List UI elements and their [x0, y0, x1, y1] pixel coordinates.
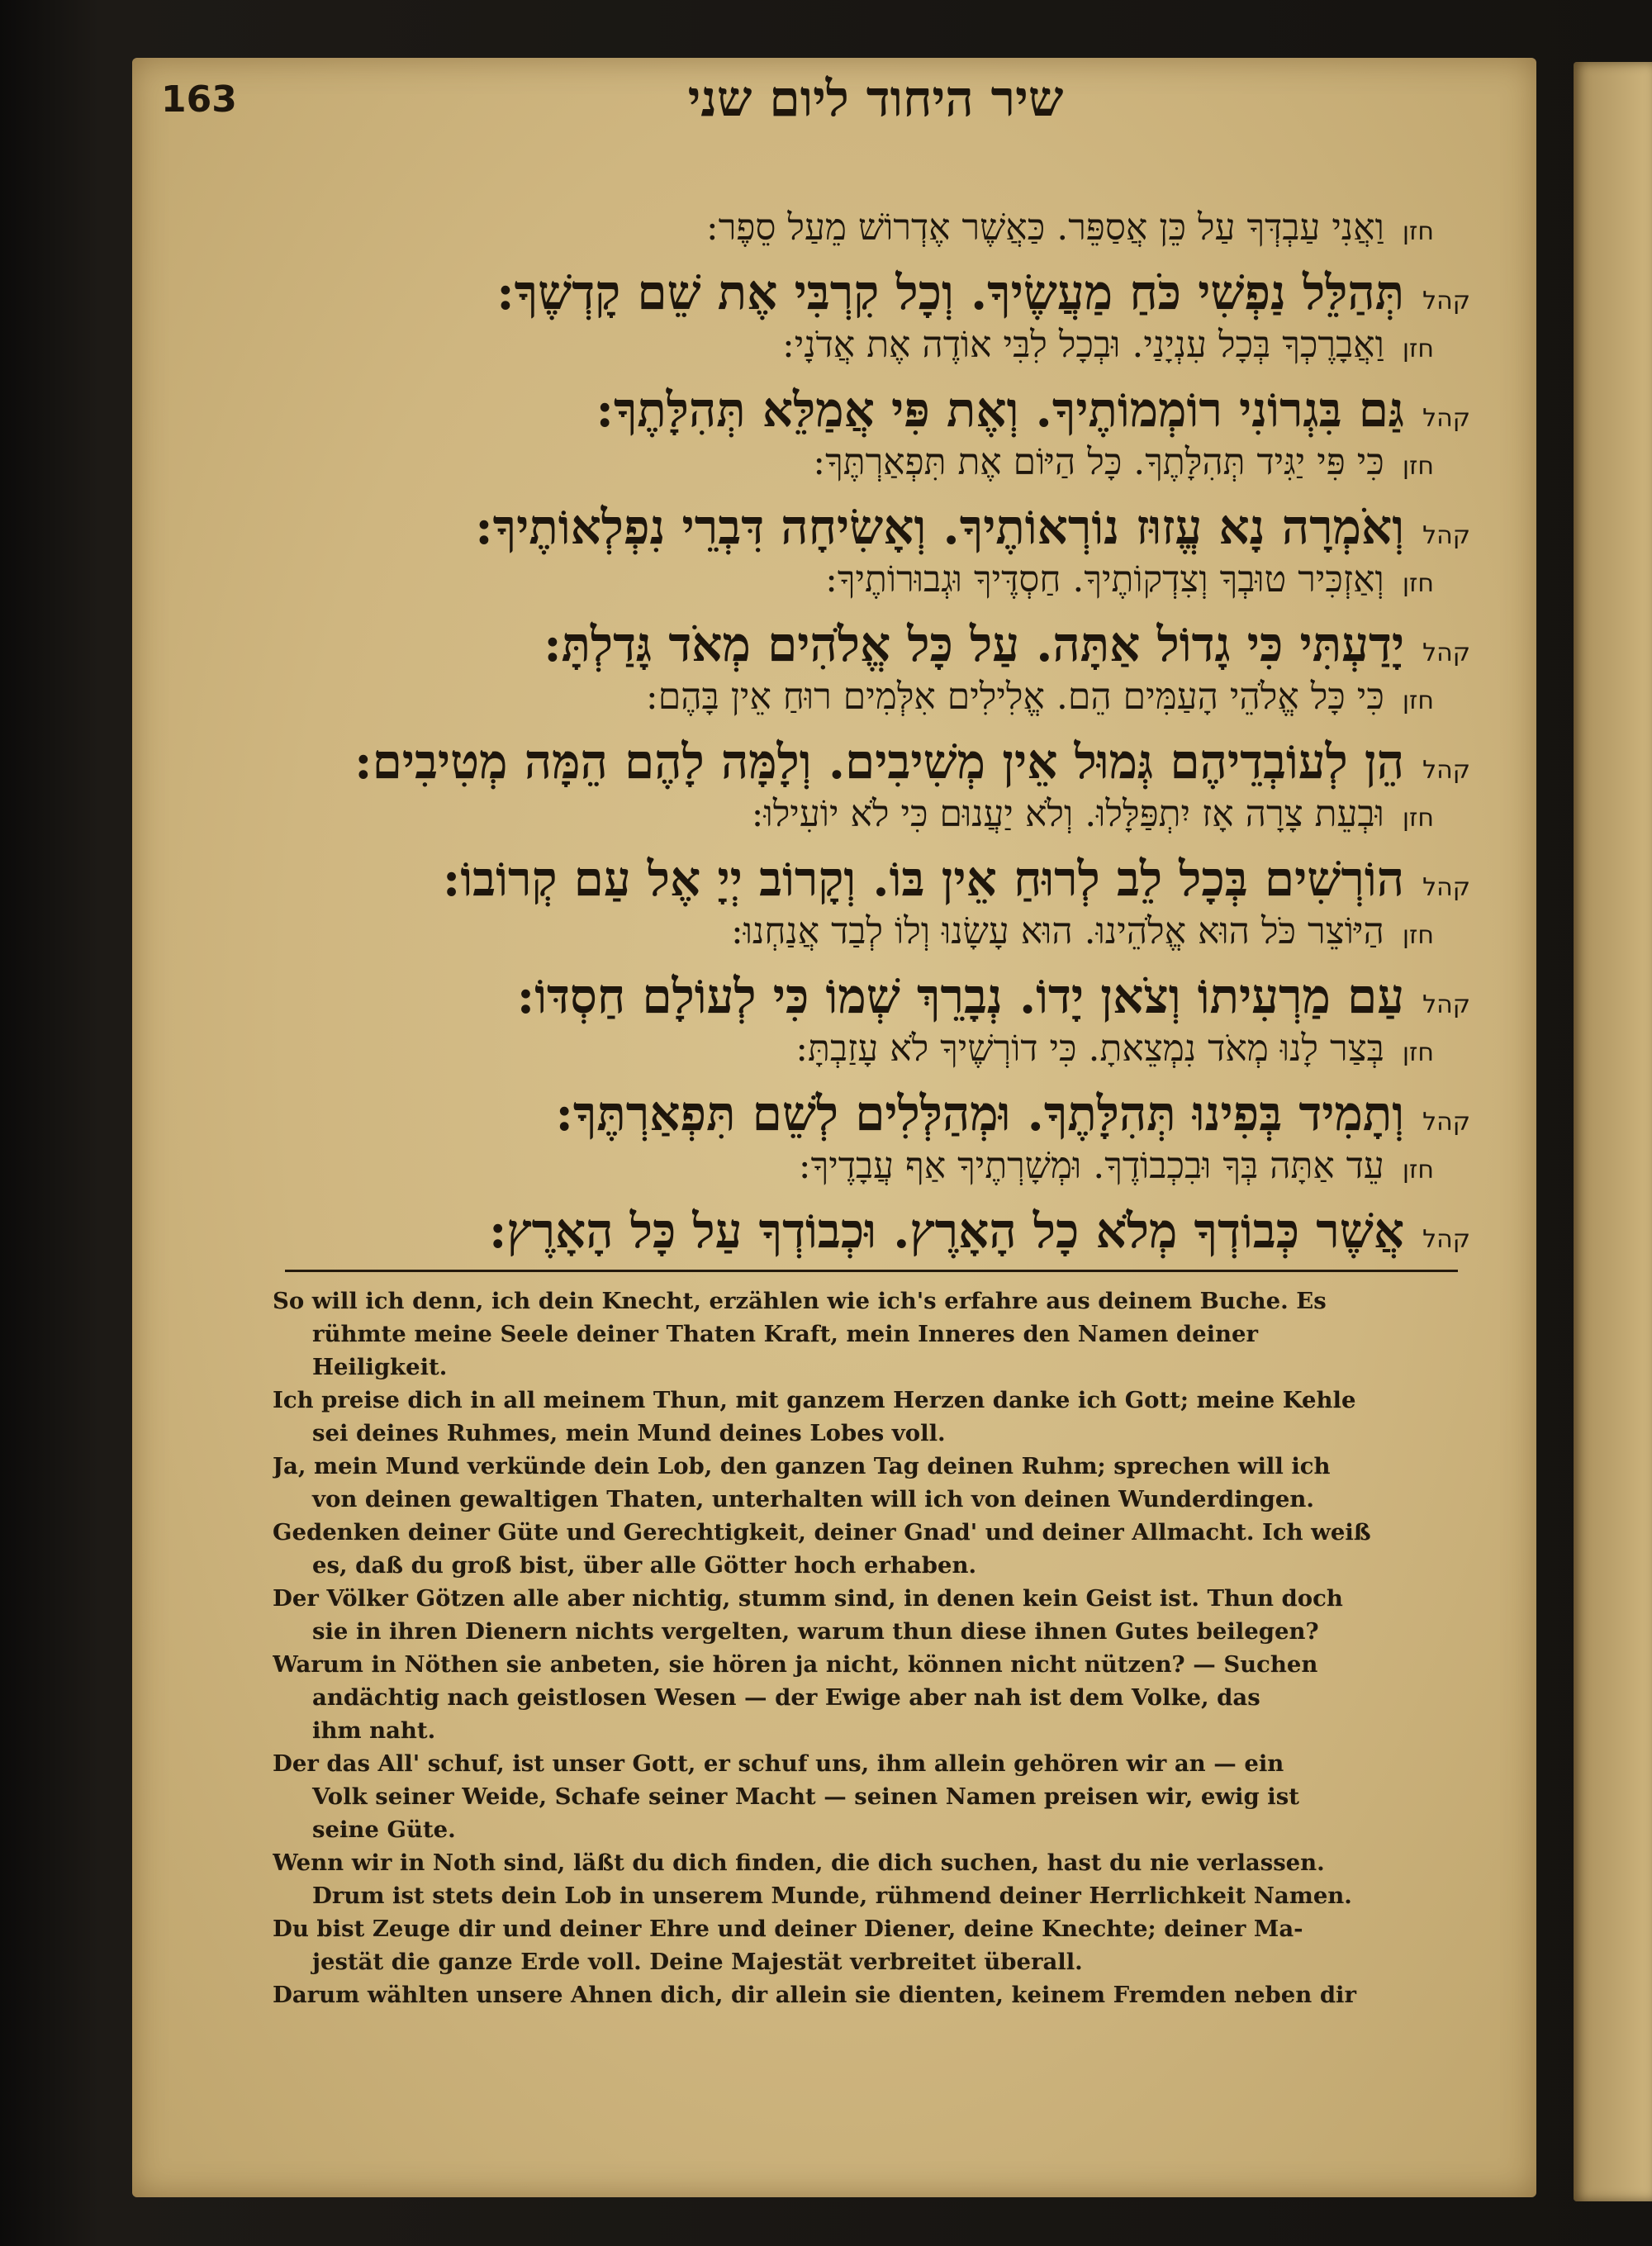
- german-paragraph: [273, 1648, 1462, 1747]
- german-paragraph: [273, 1582, 1462, 1648]
- german-line: Ich preise dich in all meinem Thun, mit ganzem Herzen danke ich Gott; meine Kehle: [273, 1387, 1356, 1413]
- german-line: jestät die ganze Erde voll. Deine Majestät verbreitet überall.: [312, 1949, 1083, 1975]
- hebrew-line-text: הַיּוֹצֵר כֹּל הוּא אֱלֹהֵינוּ. הוּא עָשָׂנוּ וְלוֹ לְבַד אֲנַחְנוּ:: [730, 910, 1384, 952]
- speaker-label: חזן: [1402, 921, 1434, 950]
- hebrew-line: [347, 499, 1470, 558]
- german-line: sie in ihren Dienern nichts vergelten, warum thun diese ihnen Gutes beilegen?: [312, 1618, 1319, 1645]
- hebrew-line: [347, 558, 1470, 616]
- german-paragraph: [273, 1516, 1462, 1582]
- hebrew-line-text: כִּי כָּל אֱלֹהֵי הָעַמִּים הֵם. אֱלִילִים אִלְּמִים רוּחַ אֵין בָּהֶם:: [645, 676, 1384, 718]
- hebrew-line-text: וַאֲנִי עַבְדְּךָ עַל כֵּן אֲסַפֵּר. כַּאֲשֶׁר אֶדְרוֹשׁ מֵעַל סֵפֶר:: [705, 207, 1384, 249]
- german-line: Der Völker Götzen alle aber nichtig, stumm sind, in denen kein Geist ist. Thun doch: [273, 1585, 1343, 1612]
- german-line: Ja, mein Mund verkünde dein Lob, den ganzen Tag deinen Ruhm; sprechen will ich: [273, 1453, 1331, 1479]
- page-number: 163: [161, 78, 237, 121]
- german-line: andächtig nach geistlosen Wesen — der Ewige aber nah ist dem Volke, das: [312, 1684, 1260, 1711]
- hebrew-line-text: יָדַעְתִּי כִּי גָדוֹל אַתָּה. עַל כָּל אֱלֹהִים מְאֹד גָּדַלְתָּ:: [544, 616, 1405, 672]
- speaker-label: קהל: [1422, 1225, 1470, 1254]
- german-line: Du bist Zeuge dir und deiner Ehre und deiner Diener, deine Knechte; deiner Ma-: [273, 1916, 1303, 1942]
- speaker-label: חזן: [1402, 686, 1434, 715]
- speaker-label: קהל: [1422, 521, 1470, 550]
- speaker-label: חזן: [1402, 804, 1434, 833]
- hebrew-line: [347, 1203, 1470, 1262]
- hebrew-liturgy: [347, 207, 1470, 1262]
- speaker-label: חזן: [1402, 1156, 1434, 1185]
- german-paragraph: [273, 1284, 1462, 1384]
- hebrew-line-text: תְּהַלֵּל נַפְשִׁי כֹּחַ מַעֲשֶׂיךָ. וְכָל קִרְבִּי אֶת שֵׁם קָדְשֶׁךָ:: [496, 264, 1405, 321]
- hebrew-line-text: הֵן לְעוֹבְדֵיהֶם גְּמוּל אֵין מְשִׁיבִים. וְלָמָּה לָהֶם הֵמָּה מְטִיבִים:: [354, 734, 1405, 790]
- hebrew-line: [347, 793, 1470, 851]
- speaker-label: חזן: [1402, 569, 1434, 598]
- hebrew-line: [347, 676, 1470, 734]
- german-paragraph: [273, 1747, 1462, 1846]
- hebrew-line-text: עֵד אַתָּה בְּךָ וּבִכְבוֹדֶךָ. וּמְשָׁרְתֶיךָ אַף עֲבָדֶיךָ:: [798, 1145, 1384, 1187]
- hebrew-line: [347, 264, 1470, 324]
- speaker-label: חזן: [1402, 217, 1434, 246]
- hebrew-line: [347, 851, 1470, 910]
- german-line: Warum in Nöthen sie anbeten, sie hören ja nicht, können nicht nützen? — Suchen: [273, 1651, 1318, 1678]
- speaker-label: קהל: [1422, 990, 1470, 1019]
- speaker-label: קהל: [1422, 873, 1470, 902]
- divider-rule: [285, 1270, 1458, 1272]
- hebrew-line-text: בְּצַר לָנוּ מְאֹד נִמְצֵאתָ. כִּי דוֹרְשֶׁיךָ לֹא עָזַבְתָּ:: [795, 1028, 1384, 1070]
- speaker-label: קהל: [1422, 1108, 1470, 1137]
- german-line: Drum ist stets dein Lob in unserem Munde, rühmend deiner Herrlichkeit Namen.: [312, 1883, 1352, 1909]
- speaker-label: קהל: [1422, 287, 1470, 316]
- speaker-label: קהל: [1422, 639, 1470, 667]
- hebrew-line: [347, 441, 1470, 499]
- hebrew-line-text: עַם מַרְעִיתוֹ וְצֹאן יָדוֹ. נְבָרֵךְ שְׁמוֹ כִּי לְעוֹלָם חַסְדּוֹ:: [516, 968, 1405, 1024]
- german-line: ihm naht.: [312, 1717, 436, 1744]
- german-line: es, daß du groß bist, über alle Götter hoch erhaben.: [312, 1552, 977, 1579]
- hebrew-line: [347, 968, 1470, 1028]
- german-paragraph: [273, 1846, 1462, 1912]
- german-line: Volk seiner Weide, Schafe seiner Macht — seinen Namen preisen wir, ewig ist: [312, 1783, 1299, 1810]
- german-line: rühmte meine Seele deiner Thaten Kraft, mein Inneres den Namen deiner: [312, 1321, 1259, 1347]
- adjacent-page-edge: [1574, 62, 1652, 2201]
- german-paragraph: [273, 1450, 1462, 1516]
- hebrew-line-text: וְאַזְכִּיר טוּבְךָ וְצִדְקוֹתֶיךָ. חַסְדֶּיךָ וּגְבוּרוֹתֶיךָ:: [825, 558, 1384, 601]
- german-line: von deinen gewaltigen Thaten, unterhalten will ich von deinen Wunderdingen.: [312, 1486, 1314, 1512]
- hebrew-line-text: וְאֹמְרָה נָא עֱזוּז נוֹרְאוֹתֶיךָ. וְאָשִׂיחָה דִּבְרֵי נִפְלְאוֹתֶיךָ:: [475, 499, 1405, 555]
- hebrew-line-text: וְתָמִיד בְּפִינוּ תְּהִלָּתֶךָ. וּמְהַלְּלִים לְשֵׁם תִּפְאַרְתֶּךָ:: [555, 1085, 1405, 1142]
- german-line: seine Güte.: [312, 1816, 456, 1843]
- hebrew-line: [347, 324, 1470, 382]
- hebrew-line: [347, 616, 1470, 676]
- page-title: שיר היחוד ליום שני: [687, 70, 1064, 128]
- german-line: Wenn wir in Noth sind, läßt du dich finden, die dich suchen, hast du nie verlassen.: [273, 1850, 1325, 1876]
- german-line: So will ich denn, ich dein Knecht, erzählen wie ich's erfahre aus deinem Buche. Es: [273, 1288, 1327, 1314]
- speaker-label: קהל: [1422, 756, 1470, 785]
- hebrew-line: [347, 207, 1470, 264]
- german-paragraph: [273, 1978, 1462, 2011]
- hebrew-line-text: וַאֲבָרֶכְךָ בְּכָל עִנְיָנַי. וּבְכָל לִבִּי אוֹדֶה אֶת אֲדֹנָי:: [781, 324, 1384, 366]
- hebrew-line: [347, 1028, 1470, 1085]
- german-line: Heiligkeit.: [312, 1354, 448, 1380]
- hebrew-line-text: אֲשֶׁר כְּבוֹדְךָ מְלֹא כָל הָאָרֶץ. וּכְבוֹדְךָ עַל כָּל הָאָרֶץ:: [488, 1203, 1405, 1259]
- speaker-label: חזן: [1402, 1038, 1434, 1067]
- hebrew-line-text: כִּי פִּי יַגִּיד תְּהִלָּתֶךָ. כָּל הַיּוֹם אֶת תִּפְאַרְתֶּךָ:: [813, 441, 1384, 483]
- speaker-label: חזן: [1402, 452, 1434, 481]
- german-line: Darum wählten unsere Ahnen dich, dir allein sie dienten, keinem Fremden neben dir: [273, 1982, 1356, 2008]
- german-paragraph: [273, 1912, 1462, 1978]
- german-line: sei deines Ruhmes, mein Mund deines Lobes voll.: [312, 1420, 946, 1446]
- german-translation: [273, 1284, 1462, 2011]
- hebrew-line: [347, 734, 1470, 793]
- german-line: Gedenken deiner Güte und Gerechtigkeit, deiner Gnad' und deiner Allmacht. Ich weiß: [273, 1519, 1371, 1546]
- speaker-label: חזן: [1402, 335, 1434, 363]
- hebrew-line: [347, 1085, 1470, 1145]
- hebrew-line-text: הוֹרְשִׁים בְּכָל לֵב לְרוּחַ אֵין בּוֹ. וְקָרוֹב יְיָ אֶל עַם קְרוֹבוֹ:: [442, 851, 1405, 907]
- hebrew-line: [347, 382, 1470, 441]
- german-line: Der das All' schuf, ist unser Gott, er schuf uns, ihm allein gehören wir an — ein: [273, 1750, 1284, 1777]
- hebrew-line: [347, 910, 1470, 968]
- speaker-label: קהל: [1422, 404, 1470, 433]
- german-paragraph: [273, 1384, 1462, 1450]
- hebrew-line-text: גַּם בִּגְרוֹנִי רוֹמְמוֹתֶיךָ. וְאֶת פִּי אֲמַלֵּא תְּהִלָּתֶךָ:: [596, 382, 1405, 438]
- hebrew-line-text: וּבְעֵת צָרָה אָז יִתְפַּלָּלוּ. וְלֹא יַעֲנוּם כִּי לֹא יוֹעִילוּ:: [751, 793, 1384, 835]
- hebrew-line: [347, 1145, 1470, 1203]
